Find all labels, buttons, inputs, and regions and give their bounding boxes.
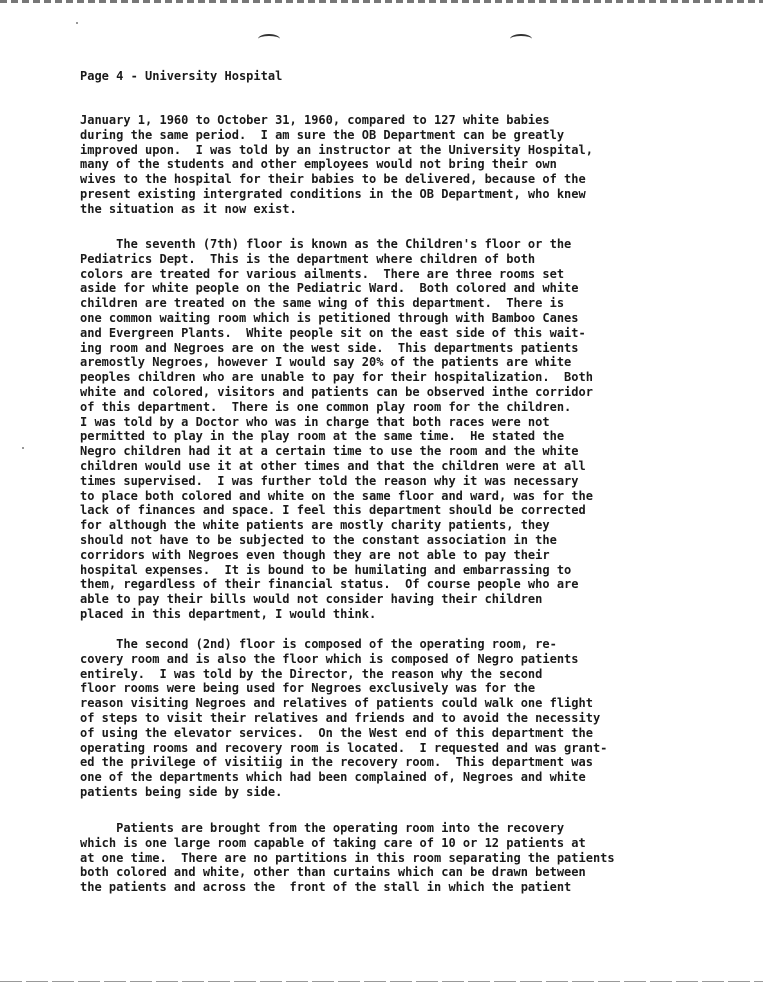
paragraph-seventh-floor: The seventh (7th) floor is known as the Children's floor or the Pediatrics Dept. This is the department where children of both colors are treated for various ailments. There are three rooms set aside for white people on the Pediatric Ward. Both colored and white children are treated on the same wing of this department. There is one common waiting room which is petitioned through with Bamboo Canes and Evergreen Plants. White people sit on the east side of this wait- ing room and Negroes are on the west side. This departments patients aremostly Negroes, however I would say 20% of the patients are white peoples children who are unable to pay for their hospitalization. Both white and colored, visitors and patients can be observed inthe corridor of this department. There is one common play room for the children. I was told by a Doctor who was in charge that both races were not permitted to play in the play room at the same time. He stated the Negro children had it at a certain time to use the room and the white children would use it at other times and that the children were at all times supervised. I was further told the reason why it was necessary to place both colored and white on the same floor and ward, was for the lack of finances and space. I feel this department should be corrected for although the white patients are mostly charity patients, they should not have to be subjected to the constant association in the corridors with Negroes even though they are not able to pay their hospital expenses. It is bound to be humilating and embarrassing to them, regardless of their financial status. Of course people who are able to pay their bills would not consider having their children placed in this department, I would think. (80, 237, 593, 621)
scan-speck (76, 22, 78, 24)
left-punch-mark (258, 34, 280, 44)
paragraph-second-floor: The second (2nd) floor is composed of the operating room, re- covery room and is also the floor which is composed of Negro patients entirely. I was told by the Director, the reason why the second floor rooms were being used for Negroes exclusively was for the reason visiting Negroes and relatives of patients could walk one flight of steps to visit their relatives and friends and to avoid the necessity of using the elevator services. On the West end of this department the operating rooms and recovery room is located. I requested and was grant- ed the privilege of visitiig in the recovery room. This department was one of the departments which had been complained of, Negroes and white patients being side by side. (80, 637, 608, 799)
bottom-edge-rule (0, 981, 763, 982)
top-edge-rule (0, 0, 763, 3)
paragraph-recovery-room: Patients are brought from the operating room into the recovery which is one large room capable of taking care of 10 or 12 patients at at one time. There are no partitions in this room separating the patients both colored and white, other than curtains which can be drawn between the patients and across the front of the stall in which the patient (80, 821, 615, 895)
right-punch-mark (510, 34, 532, 44)
scan-speck (22, 447, 24, 449)
paragraph-ob-department: January 1, 1960 to October 31, 1960, compared to 127 white babies during the same period. I am sure the OB Department can be greatly improved upon. I was told by an instructor at the University Hospital, many of the students and other employees would not bring their own wives to the hospital for their babies to be delivered, because of the present existing intergrated conditions in the OB Department, who knew the situation as it now exist. (80, 113, 593, 216)
page-header: Page 4 - University Hospital (80, 69, 283, 83)
